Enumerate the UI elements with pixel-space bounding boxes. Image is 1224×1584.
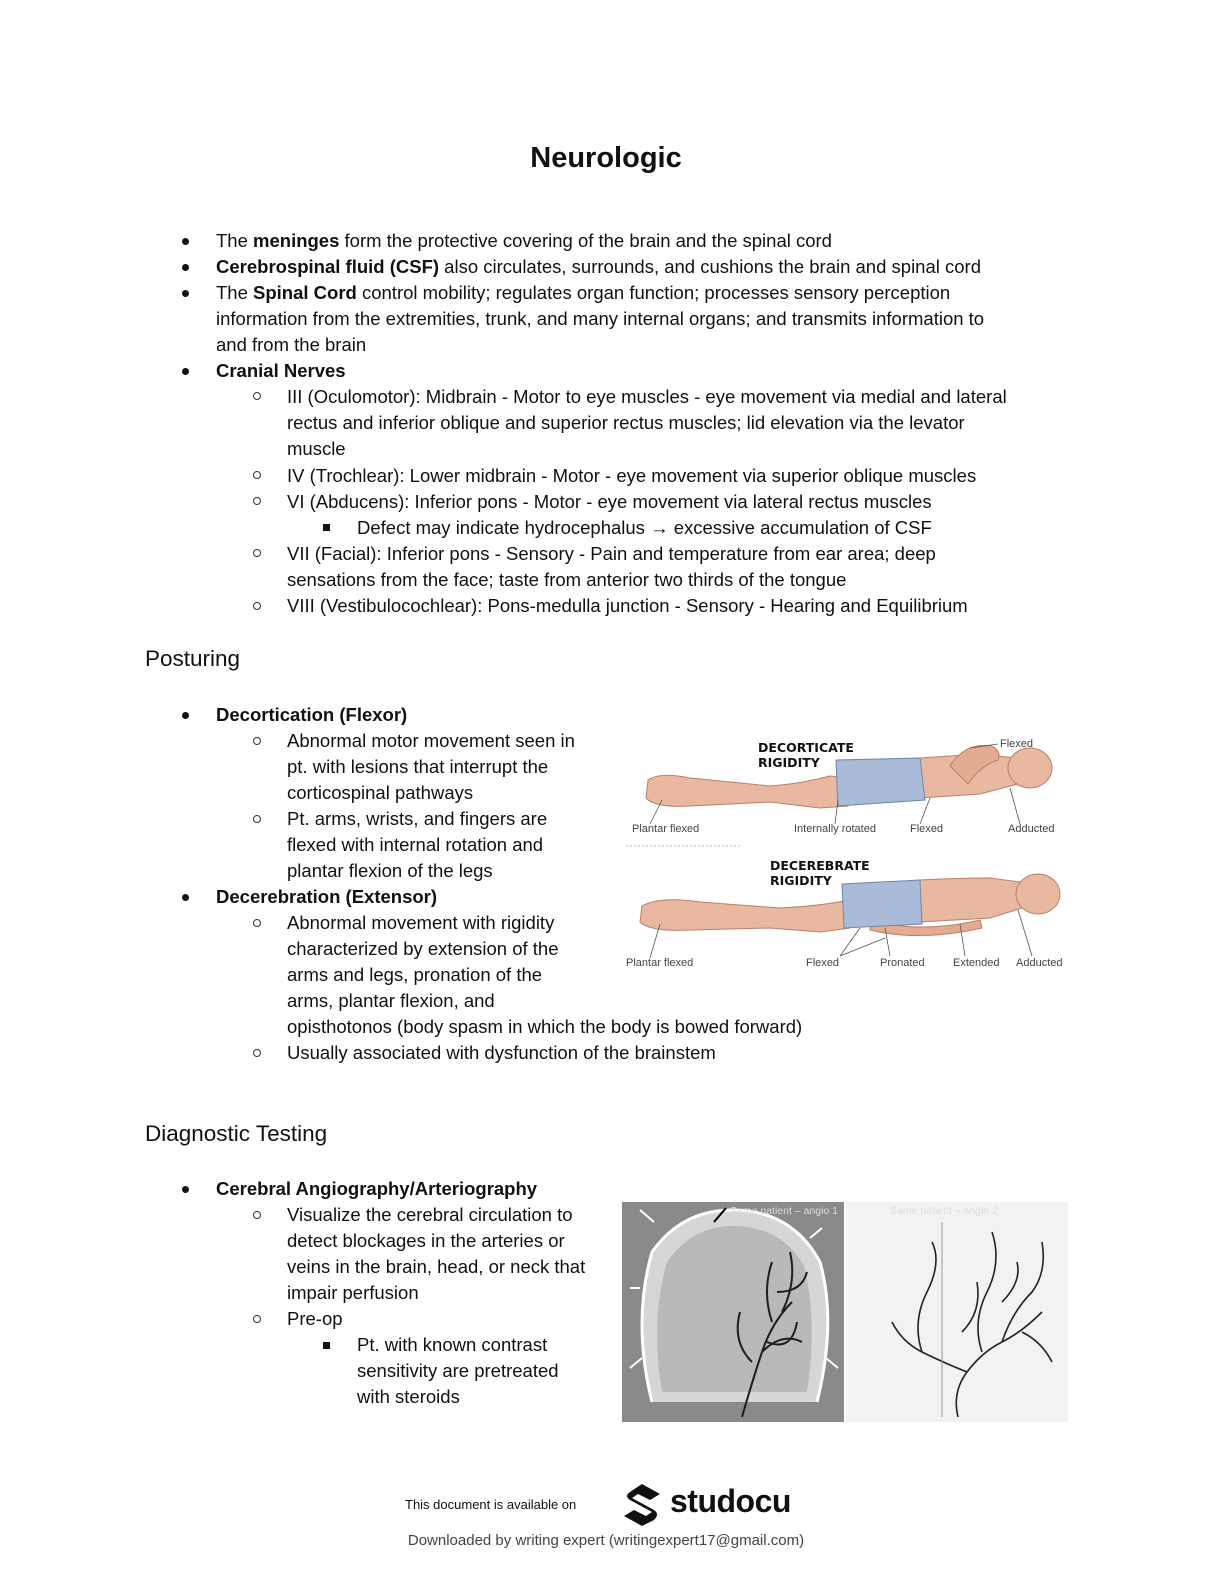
bullet-icon	[182, 368, 189, 375]
label-adducted: Adducted	[1008, 823, 1055, 835]
angiography-figure	[622, 1202, 1068, 1422]
page-title: Neurologic	[530, 142, 682, 174]
diagnostic-heading: Diagnostic Testing	[145, 1121, 328, 1146]
circle-bullet-icon	[253, 1211, 261, 1219]
decerebration-item-2: Usually associated with dysfunction of the brainstem	[287, 1042, 716, 1063]
nerve-iii-line-3: muscle	[287, 438, 346, 459]
label-extended: Extended	[953, 957, 1000, 969]
preop-sub-line-1: Pt. with known contrast	[357, 1334, 548, 1355]
nerve-vi: VI (Abducens): Inferior pons - Motor - eye movement via lateral rectus muscles	[287, 491, 932, 512]
bullet-icon	[182, 894, 189, 901]
decorticate-title: DECORTICATE RIGIDITY	[758, 740, 854, 770]
decortication-item-2-line-3: plantar flexion of the legs	[287, 860, 493, 881]
angiography-item-line-1: Visualize the cerebral circulation to	[287, 1204, 573, 1225]
nerve-viii: VIII (Vestibulocochlear): Pons-medulla junction - Sensory - Hearing and Equilibrium	[287, 595, 968, 616]
decerebration-item-1-line-2: characterized by extension of the	[287, 938, 559, 959]
footer-available-text: This document is available on	[405, 1497, 577, 1512]
preop-item: Pre-op	[287, 1308, 343, 1329]
circle-bullet-icon	[253, 602, 261, 610]
preop-sub-line-3: with steroids	[357, 1386, 460, 1407]
bullet-icon	[182, 290, 189, 297]
circle-bullet-icon	[253, 471, 261, 479]
angiography-item-line-4: impair perfusion	[287, 1282, 419, 1303]
spinal-cord-item: The Spinal Cord control mobility; regulates organ function; processes sensory perception	[216, 282, 951, 303]
posturing-figure	[620, 728, 1070, 978]
bullet-icon	[182, 1186, 189, 1193]
nerve-vi-sub: Defect may indicate hydrocephalus → excessive accumulation of CSF	[357, 517, 932, 538]
square-bullet-icon	[323, 1342, 330, 1349]
angiography-images	[622, 1202, 1068, 1422]
decortication-item-1-line-2: pt. with lesions that interrupt the	[287, 756, 549, 777]
decortication-heading: Decortication (Flexor)	[216, 704, 408, 725]
circle-bullet-icon	[253, 1315, 261, 1323]
nerve-iii-line-1: III (Oculomotor): Midbrain - Motor to eye muscles - eye movement via medial and lateral	[287, 386, 1007, 407]
angio-2-background	[846, 1202, 1068, 1422]
label-flexed: Flexed	[910, 823, 944, 835]
nerve-vii-line-2: sensations from the face; taste from anterior two thirds of the tongue	[287, 569, 847, 590]
label-plantar-flexed-2: Plantar flexed	[626, 957, 694, 969]
circle-bullet-icon	[253, 497, 261, 505]
decerebration-heading: Decerebration (Extensor)	[216, 886, 438, 907]
decerebrate-title: DECEREBRATE RIGIDITY	[770, 858, 870, 888]
angiography-item-line-3: veins in the brain, head, or neck that	[287, 1256, 586, 1277]
decortication-item-2-line-1: Pt. arms, wrists, and fingers are	[287, 808, 548, 829]
cranial-nerves-heading: Cranial Nerves	[216, 360, 346, 381]
label-adducted-2: Adducted	[1016, 957, 1063, 969]
csf-item: Cerebrospinal fluid (CSF) also circulates, surrounds, and cushions the brain and spinal cord	[216, 256, 981, 277]
angio-1-label: Same patient – angio 1	[730, 1205, 838, 1217]
decerebration-item-1-line-4: arms, plantar flexion, and	[287, 990, 495, 1011]
label-plantar-flexed: Plantar flexed	[632, 823, 700, 835]
decerebration-item-1-line-1: Abnormal movement with rigidity	[287, 912, 555, 933]
circle-bullet-icon	[253, 549, 261, 557]
decerebration-item-1-line-5: opisthotonos (body spasm in which the body is bowed forward)	[287, 1016, 803, 1037]
decortication-item-2-line-2: flexed with internal rotation and	[287, 834, 544, 855]
circle-bullet-icon	[253, 392, 261, 400]
studocu-brand[interactable]: studocu	[670, 1483, 791, 1519]
circle-bullet-icon	[253, 1049, 261, 1057]
angiography-heading: Cerebral Angiography/Arteriography	[216, 1178, 538, 1199]
studocu-logo-icon	[620, 1482, 666, 1526]
preop-sub-line-2: sensitivity are pretreated	[357, 1360, 559, 1381]
spinal-cord-line-2: information from the extremities, trunk, and many internal organs; and transmits information to	[216, 308, 985, 329]
bullet-icon	[182, 712, 189, 719]
square-bullet-icon	[323, 524, 330, 531]
footer-downloaded-text: Downloaded by writing expert (writingexpert17@gmail.com)	[407, 1532, 805, 1549]
circle-bullet-icon	[253, 815, 261, 823]
decortication-item-1-line-3: corticospinal pathways	[287, 782, 474, 803]
circle-bullet-icon	[253, 919, 261, 927]
meninges-item: The meninges form the protective covering of the brain and the spinal cord	[216, 230, 832, 251]
label-flexed-top: Flexed	[1000, 738, 1034, 750]
bullet-icon	[182, 264, 189, 271]
decortication-item-1-line-1: Abnormal motor movement seen in	[287, 730, 575, 751]
spinal-cord-line-3: and from the brain	[216, 334, 367, 355]
bullet-icon	[182, 238, 189, 245]
nerve-vii-line-1: VII (Facial): Inferior pons - Sensory - Pain and temperature from ear area; deep	[287, 543, 936, 564]
nerve-iv: IV (Trochlear): Lower midbrain - Motor - eye movement via superior oblique muscles	[287, 465, 977, 486]
posturing-heading: Posturing	[145, 646, 241, 671]
decerebration-item-1-line-3: arms and legs, pronation of the	[287, 964, 543, 985]
nerve-iii-line-2: rectus and inferior oblique and superior rectus muscles; lid elevation via the levator	[287, 412, 965, 433]
label-pronated: Pronated	[880, 957, 925, 969]
label-flexed-2: Flexed	[806, 957, 840, 969]
angiography-item-line-2: detect blockages in the arteries or	[287, 1230, 565, 1251]
angio-2-label: Same patient – angio 2	[890, 1205, 998, 1217]
circle-bullet-icon	[253, 737, 261, 745]
label-internally-rotated: Internally rotated	[794, 823, 876, 835]
